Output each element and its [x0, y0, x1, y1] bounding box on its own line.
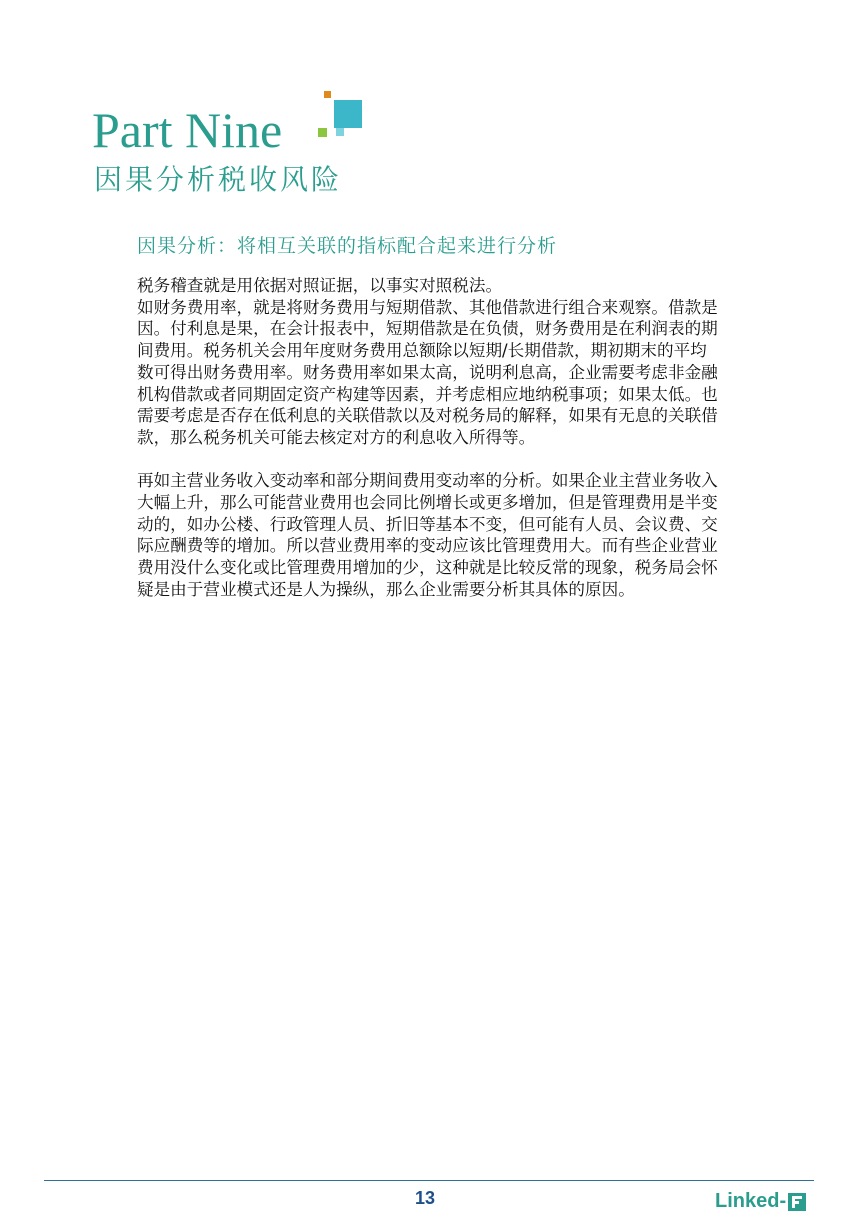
brand-logo	[715, 1190, 806, 1213]
paragraph-financial-expense: 如财务费用率，就是将财务费用与短期借款、其他借款进行组合来观察。借款是因。付利息是果，在会计报表中，短期借款是在负债，财务费用是在利润表的期间费用。税务机关会用年度财务费用总额除以短期/长期借款，期初期末的平均数可得出财务费用率。财务费用率如果太高，说明利息高，企业需要考虑非金融机构借款或者同期固定资产构建等因素，并考虑相应地纳税事项；如果太低。也需要考虑是否存在低利息的关联借款以及对税务局的解释，如果有无息的关联借款，那么税务机关可能去核定对方的利息收入所得等。	[137, 297, 718, 447]
paragraph-gap	[137, 449, 722, 471]
section-subheading: 因果分析：将相互关联的指标配合起来进行分析	[137, 235, 558, 257]
paragraph-intro: 税务稽查就是用依据对照证据，以事实对照税法。	[137, 276, 503, 295]
decorative-square-light-teal	[336, 128, 344, 136]
part-title: Part Nine	[92, 102, 283, 158]
logo-text: Linked-	[715, 1190, 787, 1212]
paragraph-revenue-change: 再如主营业务收入变动率和部分期间费用变动率的分析。如果企业主营业务收入大幅上升，那么可能营业费用也会同比例增长或更多增加，但是管理费用是半变动的，如办公楼、行政管理人员、折旧等基本不变，但可能有人员、会议费、交际应酬费等的增加。所以营业费用率的变动应该比管理费用大。而有些企业营业费用没什么变化或比管理费用增加的少，这种就是比较反常的现象，税务局会怀疑是由于营业模式还是人为操纵，那么企业需要分析其具体的原因。	[137, 471, 718, 599]
page-number: 13	[414, 1188, 436, 1208]
decorative-square-green	[318, 128, 327, 137]
decorative-square-orange	[324, 91, 331, 98]
footer-divider	[44, 1180, 814, 1181]
body-text	[137, 275, 722, 601]
decorative-square-teal	[334, 100, 362, 128]
chapter-title: 因果分析税收风险	[94, 163, 343, 196]
logo-f-icon	[788, 1193, 806, 1211]
